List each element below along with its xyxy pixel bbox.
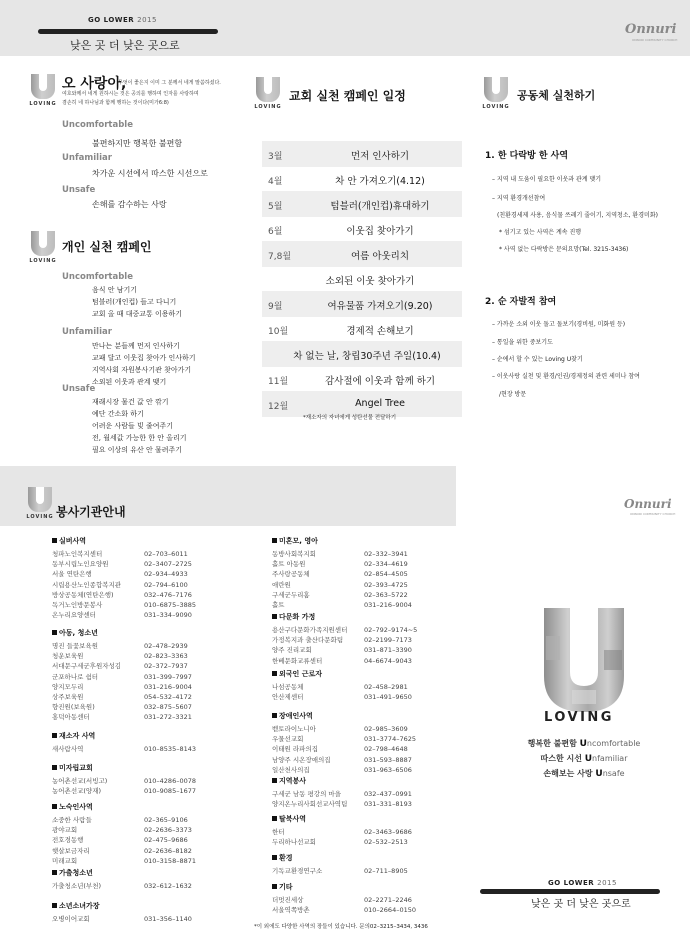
- volunteer-row: [272, 724, 416, 734]
- phone-number: 02–3407–2725: [144, 560, 192, 569]
- organization-name: 동부시립노인요양원: [52, 560, 109, 569]
- phone-number: 032–476–7176: [144, 590, 192, 599]
- volunteer-group: [52, 536, 196, 620]
- community-title: 공동체 실천하기: [517, 89, 596, 102]
- volunteer-row: [272, 625, 417, 635]
- volunteer-row: [52, 549, 196, 559]
- volunteer-row: [52, 692, 192, 702]
- campaign-item: 만나는 분들께 먼저 인사하기: [92, 342, 180, 350]
- volunteer-group: [272, 882, 416, 915]
- phone-number: 010–3158–8871: [144, 856, 196, 865]
- phone-number: 02–2271–2246: [364, 896, 412, 904]
- brand-tag: GO LOWER 2015: [88, 16, 157, 24]
- organization-name: 가출청소년(부천): [52, 882, 102, 890]
- volunteer-row: [52, 610, 196, 620]
- volunteer-group: [272, 536, 412, 610]
- volunteer-group: [272, 711, 416, 775]
- volunteer-row: [52, 590, 196, 600]
- phone-number: 031–272–3321: [144, 713, 192, 722]
- community-item: (친환경세제 사용, 음식물 쓰레기 줄이기, 지역청소, 환경미화): [497, 212, 658, 219]
- phone-number: 02–475–9686: [144, 836, 188, 845]
- organization-name: 미래교회: [52, 856, 78, 865]
- volunteer-group: [52, 763, 196, 796]
- volunteer-row: [272, 837, 412, 847]
- volunteer-row: [52, 641, 192, 651]
- organization-name: 서대문구세군후원자성김: [52, 662, 122, 671]
- phone-number: 02–458–2981: [364, 683, 408, 691]
- volunteer-group-heading: 재소자 사역: [52, 731, 196, 741]
- schedule-activity: Angel Tree: [355, 398, 405, 409]
- volunteer-row: [52, 776, 196, 786]
- organization-name: 한베문화교류센터: [272, 656, 323, 665]
- u-logo-icon: [256, 77, 280, 102]
- campaign-item: 교패 달고 이웃집 찾아가 인사하기: [92, 354, 196, 362]
- church-logo: Onnuri: [624, 497, 672, 511]
- phone-number: 031–491–9650: [364, 693, 412, 702]
- volunteer-row: [272, 789, 412, 799]
- volunteer-group: [272, 776, 412, 809]
- organization-name: 명진 들꽃보육원: [52, 642, 99, 650]
- brand-tag: GO LOWER 2015: [548, 879, 617, 887]
- schedule-activity: 여름 아웃리치: [350, 251, 410, 262]
- organization-name: 전호경동행: [52, 836, 84, 845]
- phone-number: 032–875–5607: [144, 703, 192, 712]
- phone-number: 032–437–0991: [364, 790, 412, 798]
- intro-desc-inline: 무엇이 좋은지 이미 그 분께서 네게 말씀하셨다.: [118, 80, 221, 86]
- volunteer-title: 봉사기관안내: [56, 505, 126, 519]
- schedule-month: 3월: [268, 152, 283, 162]
- phone-number: 02–2636–8182: [144, 846, 192, 855]
- campaign-item: 소외된 이웃과 관계 맺기: [92, 378, 167, 386]
- volunteer-group-heading: 실버사역: [52, 536, 196, 546]
- volunteer-row: [52, 786, 196, 796]
- schedule-activity: 감사절에 이웃과 함께 하기: [324, 376, 435, 387]
- volunteer-row: [52, 744, 196, 754]
- intro-desc-line: 겸손히 네 하나님과 함께 행하는 것이다(미가6:8): [62, 100, 169, 106]
- organization-name: 구세군두리홈: [272, 590, 310, 599]
- phone-number: 031–593–8887: [364, 755, 412, 764]
- volunteer-row: [272, 765, 416, 775]
- slogan: 낮은 곳 더 낮은 곳으로: [531, 899, 631, 910]
- phone-number: 010–4286–0078: [144, 777, 196, 785]
- campaign-item: 교회 올 때 대중교통 이용하기: [92, 310, 183, 318]
- volunteer-row: [52, 815, 196, 825]
- organization-name: 독거노인방문봉사: [52, 601, 103, 610]
- organization-name: 청파노인복지센터: [52, 550, 103, 558]
- volunteer-group: [52, 868, 192, 891]
- phone-number: 02–934–4933: [144, 570, 188, 579]
- phone-number: 02–2636–3373: [144, 826, 192, 835]
- category-label: Unsafe: [62, 384, 96, 394]
- organization-name: 소중한 사람들: [52, 816, 92, 824]
- organization-name: 동방사회복지회: [272, 550, 316, 558]
- schedule-month: 7,8월: [268, 252, 292, 262]
- motto-line: 행복한 불편함 Uncomfortable: [527, 739, 641, 749]
- phone-number: 02–798–4648: [364, 745, 408, 754]
- brush-stroke: [38, 29, 218, 34]
- schedule-month: 6월: [268, 227, 283, 237]
- volunteer-row: [52, 712, 192, 722]
- schedule-note: *재소자의 자녀에게 성탄선물 전달하기: [303, 415, 397, 421]
- phone-number: 02–393–4725: [364, 580, 408, 589]
- volunteer-row: [272, 656, 417, 666]
- volunteer-group-heading: 가출청소년: [52, 868, 192, 878]
- phone-number: 02–792–9174~5: [364, 626, 418, 634]
- volunteer-row: [272, 744, 416, 754]
- schedule-activity: 소외된 이웃 찾아가기: [325, 276, 415, 287]
- schedule-month: 12월: [268, 402, 289, 412]
- organization-name: 두리하나선교회: [272, 838, 316, 847]
- volunteer-group-heading: 탈북사역: [272, 814, 412, 824]
- phone-number: 054–532–4172: [144, 693, 192, 702]
- phone-number: 02–3463–9686: [364, 828, 412, 836]
- community-item: – 지역 환경개선참여: [492, 195, 546, 202]
- organization-name: 더멋진세상: [272, 896, 304, 904]
- motto-line: 손해보는 사랑 Unsafe: [543, 769, 625, 779]
- phone-number: 031–334–9090: [144, 611, 192, 620]
- community-item: /현장 방문: [499, 391, 527, 398]
- volunteer-row: [52, 846, 196, 856]
- organization-name: 홀트 아동원: [272, 560, 306, 569]
- volunteer-row: [52, 881, 192, 891]
- organization-name: 나섬공동체: [272, 683, 304, 691]
- volunteer-row: [52, 600, 196, 610]
- organization-name: 방상공동체(연탄은행): [52, 590, 114, 599]
- phone-number: 02–711–8905: [364, 867, 408, 875]
- organization-name: 용산구다문화가족지원센터: [272, 626, 348, 634]
- church-logo-sub: ONNURI COMMUNITY CHURCH: [632, 38, 678, 42]
- volunteer-row: [272, 827, 412, 837]
- schedule-month: 9월: [268, 302, 283, 312]
- organization-name: 우물선교회: [272, 735, 304, 744]
- campaign-item: 전, 월세값 가능한 한 안 올리기: [92, 434, 187, 442]
- organization-name: 상주보육원: [52, 693, 84, 702]
- campaign-item: 필요 이상의 유산 안 물려주기: [92, 446, 183, 454]
- volunteer-row: [52, 672, 192, 682]
- phone-number: 02–332–3941: [364, 550, 408, 558]
- organization-name: 군포하나로 쉼터: [52, 672, 99, 681]
- intro-item: 차가운 시선에서 따스한 시선으로: [92, 169, 208, 178]
- category-label: Uncomfortable: [62, 120, 133, 130]
- volunteer-row: [52, 682, 192, 692]
- volunteer-row: [272, 635, 417, 645]
- volunteer-row: [52, 661, 192, 671]
- schedule-activity: 여유물품 가져오기(9.20): [327, 301, 433, 312]
- volunteer-row: [272, 569, 412, 579]
- organization-name: 새사람사역: [52, 745, 84, 753]
- phone-number: 02–2199–7173: [364, 636, 412, 645]
- phone-number: 02–532–2513: [364, 838, 408, 847]
- phone-number: 02–478–2939: [144, 642, 188, 650]
- volunteer-row: [52, 559, 196, 569]
- volunteer-group-heading: 지역봉사: [272, 776, 412, 786]
- volunteer-group-heading: 환경: [272, 853, 408, 863]
- church-logo: Onnuri: [625, 22, 677, 37]
- organization-name: 가정복지과 출산다문화팀: [272, 636, 344, 645]
- motto-line: 따스한 시선 Unfamiliar: [540, 754, 628, 764]
- phone-number: 02–823–3363: [144, 652, 188, 661]
- community-item: – 통일을 위한 중보기도: [492, 339, 553, 346]
- brush-stroke: [480, 889, 660, 894]
- volunteer-group-heading: 소년소녀가장: [52, 901, 192, 911]
- phone-number: 010–2664–0150: [364, 906, 416, 915]
- volunteer-group-heading: 노숙인사역: [52, 802, 196, 812]
- u-logo-icon: [28, 487, 52, 512]
- loving-u-logo: LOVING: [26, 487, 54, 520]
- organization-name: 이태원 라파의집: [272, 745, 319, 754]
- category-label: Unfamiliar: [62, 153, 112, 163]
- organization-name: 오병이어교회: [52, 915, 90, 923]
- organization-name: 양지모두리: [52, 682, 84, 691]
- schedule-title: 교회 실천 캠페인 일정: [289, 89, 406, 103]
- organization-name: 청운보육원: [52, 652, 84, 661]
- volunteer-group: [52, 628, 192, 723]
- phone-number: 02–334–4619: [364, 560, 408, 569]
- organization-name: 광야교회: [52, 826, 78, 835]
- schedule-month: 5월: [268, 202, 283, 212]
- category-label: Unsafe: [62, 185, 96, 195]
- phone-number: 031–871–3390: [364, 646, 412, 655]
- organization-name: 벧토라이노니아: [272, 725, 316, 733]
- organization-name: 시립용산노인종합복지관: [52, 580, 122, 589]
- organization-name: 구세군 남동 평강의 마을: [272, 790, 341, 798]
- volunteer-row: [52, 580, 196, 590]
- community-item: – 지역 내 도움이 필요한 이웃과 관계 맺기: [492, 176, 602, 183]
- volunteer-group-heading: 미혼모, 영아: [272, 536, 412, 546]
- campaign-item: 어려운 사람들 빚 줄여주기: [92, 422, 174, 430]
- volunteer-group: [272, 612, 417, 666]
- intro-item: 불편하지만 행복한 불편함: [92, 139, 183, 148]
- organization-name: 온누리요양센터: [52, 611, 96, 620]
- schedule-activity: 이웃집 찾아가기: [346, 226, 414, 237]
- loving-u-logo: LOVING: [482, 77, 510, 110]
- volunteer-row: [272, 734, 416, 744]
- volunteer-row: [52, 651, 192, 661]
- volunteer-group-heading: 장애인사역: [272, 711, 416, 721]
- schedule-activity: 경제적 손해보기: [346, 326, 414, 337]
- phone-number: 02–365–9106: [144, 816, 188, 824]
- volunteer-row: [52, 835, 196, 845]
- campaign-item: 재래시장 물건 값 안 깎기: [92, 398, 169, 406]
- volunteer-group-heading: 외국인 근로자: [272, 669, 412, 679]
- volunteer-group: [272, 669, 412, 702]
- organization-name: 농어촌선교(양재): [52, 787, 102, 796]
- volunteer-row: [52, 569, 196, 579]
- phone-number: 031–963–6506: [364, 765, 412, 774]
- big-u-logo-icon: [542, 606, 626, 714]
- volunteer-row: [272, 549, 412, 559]
- volunteer-row: [272, 559, 412, 569]
- phone-number: 02–703–6011: [144, 550, 188, 558]
- organization-name: 안산제센터: [272, 693, 304, 702]
- schedule-activity: 차 안 가져오기(4.12): [335, 176, 425, 187]
- campaign-item: 음식 안 남기기: [92, 286, 138, 294]
- intro-title: 오 사랑아,: [62, 76, 127, 92]
- community-subheading: 1. 한 다락방 한 사역: [485, 151, 569, 161]
- loving-u-logo: LOVING: [29, 74, 57, 107]
- organization-name: 햇살보금자리: [52, 846, 90, 855]
- loving-u-logo: LOVING: [254, 77, 282, 110]
- volunteer-group: [272, 853, 408, 876]
- community-item: * 섬기고 있는 사역은 계속 진행: [499, 229, 582, 236]
- phone-number: 031–399–7997: [144, 672, 192, 681]
- volunteer-group-heading: 아동, 청소년: [52, 628, 192, 638]
- phone-number: 02–854–4505: [364, 570, 408, 579]
- slogan: 낮은 곳 더 낮은 곳으로: [70, 39, 180, 52]
- campaign-item: 텀블러(개인컵) 들고 다니기: [92, 298, 177, 306]
- organization-name: 홍덕아동센터: [52, 713, 90, 722]
- volunteer-group: [52, 731, 196, 754]
- volunteer-row: [272, 799, 412, 809]
- volunteer-row: [272, 866, 408, 876]
- volunteer-row: [52, 702, 192, 712]
- phone-number: 032–612–1632: [144, 882, 192, 890]
- volunteer-row: [272, 590, 412, 600]
- organization-name: 양지온누리사회선교사역팀: [272, 800, 348, 809]
- loving-wordmark: LOVING: [544, 710, 614, 725]
- organization-name: 남양주 시온장애의집: [272, 755, 331, 764]
- volunteer-group-heading: 미자립교회: [52, 763, 196, 773]
- schedule-month: 10월: [268, 327, 289, 337]
- volunteer-row: [52, 825, 196, 835]
- organization-name: 한터: [272, 828, 285, 836]
- phone-number: 02–985–3609: [364, 725, 408, 733]
- community-item: – 순에서 할 수 있는 Loving U찾기: [492, 356, 583, 363]
- volunteer-footnote: *이 외에도 다양한 사역의 장들이 있습니다. 문의02–3215–3434, 3436: [254, 924, 428, 930]
- organization-name: 일산천사의집: [272, 765, 310, 774]
- community-item: * 사역 없는 다락방은 문의요망(Tel. 3215-3436): [499, 246, 629, 253]
- volunteer-group-heading: 다문화 가정: [272, 612, 417, 622]
- schedule-activity: 먼저 인사하기: [350, 151, 410, 162]
- phone-number: 010–6875–3885: [144, 601, 196, 610]
- phone-number: 031–331–8193: [364, 800, 412, 809]
- category-label: Uncomfortable: [62, 272, 133, 282]
- organization-name: 서울역쪽방촌: [272, 906, 310, 915]
- volunteer-row: [272, 692, 412, 702]
- intro-item: 손해를 감수하는 사랑: [92, 200, 167, 209]
- phone-number: 010–8535–8143: [144, 745, 196, 753]
- volunteer-group-heading: 기타: [272, 882, 416, 892]
- church-logo-sub: ONNURI COMMUNITY CHURCH: [630, 512, 676, 516]
- organization-name: 홀트: [272, 601, 285, 610]
- volunteer-row: [272, 755, 416, 765]
- organization-name: 기독교환경연구소: [272, 867, 323, 875]
- campaign-item: 예단 간소화 하기: [92, 410, 144, 418]
- u-logo-icon: [484, 77, 508, 102]
- phone-number: 031–356–1140: [144, 915, 192, 923]
- community-subheading: 2. 순 자발적 참여: [485, 297, 557, 307]
- volunteer-row: [272, 895, 416, 905]
- phone-number: 031–216–9004: [364, 601, 412, 610]
- organization-name: 향진원(보육원): [52, 703, 95, 712]
- schedule-activity: 차 없는 날, 창립30주년 주일(10.4): [293, 351, 441, 362]
- organization-name: 주사랑공동체: [272, 570, 310, 579]
- schedule-activity: 텀블러(개인컵)휴대하기: [330, 201, 430, 212]
- volunteer-group: [52, 802, 196, 866]
- organization-name: 농어촌선교(서빙고): [52, 777, 108, 785]
- organization-name: 애란원: [272, 580, 291, 589]
- volunteer-group: [272, 814, 412, 847]
- schedule-month: 11월: [268, 377, 289, 387]
- phone-number: 031–216–9004: [144, 682, 192, 691]
- volunteer-group: [52, 901, 192, 924]
- phone-number: 010–9085–1677: [144, 787, 196, 796]
- community-item: – 가까운 소외 이웃 돌고 돌보기(경비원, 미화원 등): [492, 321, 626, 328]
- organization-name: 서울 연탄은행: [52, 570, 92, 579]
- category-label: Unfamiliar: [62, 327, 112, 337]
- phone-number: 04–6674–9043: [364, 656, 412, 665]
- volunteer-row: [52, 914, 192, 924]
- phone-number: 02–372–7937: [144, 662, 188, 671]
- campaign-item: 지역사회 자원봉사기관 찾아가기: [92, 366, 192, 374]
- volunteer-row: [272, 600, 412, 610]
- phone-number: 02–794–6100: [144, 580, 188, 589]
- volunteer-row: [272, 645, 417, 655]
- volunteer-row: [272, 905, 416, 915]
- schedule-month: 4월: [268, 177, 283, 187]
- loving-u-logo: LOVING: [29, 231, 57, 264]
- volunteer-row: [272, 682, 412, 692]
- community-item: – 이웃사랑 실천 및 환경/인권/경제정의 관련 세미나 참여: [492, 373, 640, 380]
- phone-number: 02–363–5722: [364, 590, 408, 599]
- personal-title: 개인 실천 캠페인: [62, 240, 152, 254]
- u-logo-icon: [31, 74, 55, 99]
- phone-number: 031–3774–7625: [364, 735, 416, 744]
- volunteer-row: [52, 856, 196, 866]
- intro-desc-line: 여호와께서 네게 원하시는 것은 공의를 행하며 인자를 사랑하며: [62, 91, 199, 97]
- u-logo-icon: [31, 231, 55, 256]
- volunteer-row: [272, 580, 412, 590]
- organization-name: 양주 진리교회: [272, 646, 312, 655]
